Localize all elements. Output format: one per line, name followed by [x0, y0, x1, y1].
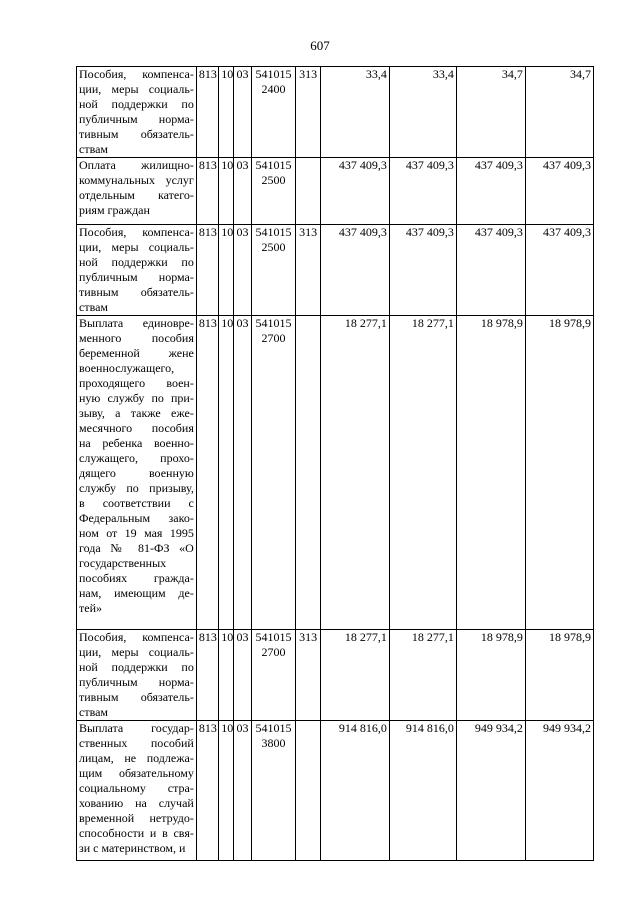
description-line: Выплата государ-	[79, 721, 194, 735]
description-line: менного пособия	[79, 331, 194, 345]
target-code-part: 2400	[261, 82, 286, 96]
description-line: ствам	[79, 142, 108, 156]
amount-3: 34,7	[456, 67, 525, 158]
target-code-part: 2500	[261, 173, 286, 187]
target-code-part: 541015	[255, 630, 292, 644]
description-line: Федеральным зако-	[79, 511, 194, 525]
description-line: социальному стра-	[79, 781, 194, 795]
table-row	[77, 316, 594, 630]
description-line: тей»	[79, 601, 102, 615]
amount-3: 437 409,3	[456, 158, 525, 225]
description-line: Пособия, компенса-	[79, 630, 194, 644]
target-code-part: 2700	[261, 645, 286, 659]
amount-4: 949 934,2	[525, 721, 593, 861]
amount-4: 18 978,9	[525, 630, 593, 721]
target-code-part: 541015	[255, 67, 292, 81]
description-line: Пособия, компенса-	[79, 225, 194, 239]
description-line: тивным обязатель-	[79, 285, 194, 299]
table-row	[77, 721, 594, 861]
description-line: зыву, а также еже-	[79, 406, 194, 420]
subsection-code: 03	[234, 316, 251, 630]
target-code-part: 541015	[255, 158, 292, 172]
description-line: публичным норма-	[79, 270, 194, 284]
amount-4: 437 409,3	[525, 225, 593, 316]
expense-type-code: 313	[296, 67, 320, 158]
amount-2: 18 277,1	[389, 630, 456, 721]
amount-2: 437 409,3	[389, 158, 456, 225]
subsection-code: 03	[234, 721, 251, 861]
expense-type-code: 313	[296, 225, 320, 316]
table-body	[77, 67, 594, 861]
amount-4: 18 978,9	[525, 316, 593, 630]
row-description	[77, 721, 197, 861]
ministry-code: 813	[196, 721, 218, 861]
description-line: ствам	[79, 300, 108, 314]
section-code: 10	[219, 158, 234, 225]
target-article-code	[251, 67, 296, 158]
description-line: государственных	[79, 556, 167, 570]
subsection-code: 03	[234, 630, 251, 721]
amount-1: 18 277,1	[320, 630, 389, 721]
table-row	[77, 630, 594, 721]
target-code-part: 2500	[261, 240, 286, 254]
description-line: ции, меры социаль-	[79, 645, 194, 659]
description-line: щим обязательному	[79, 766, 194, 780]
target-code-part: 541015	[255, 316, 292, 330]
description-line: временной нетрудо-	[79, 811, 194, 825]
amount-4: 437 409,3	[525, 158, 593, 225]
row-description	[77, 316, 197, 630]
target-article-code	[251, 158, 296, 225]
description-line: публичным норма-	[79, 675, 194, 689]
expense-type-code	[296, 721, 320, 861]
row-description	[77, 67, 197, 158]
description-line: ную службу по при-	[79, 391, 194, 405]
description-line: ствам	[79, 705, 108, 719]
description-line: месячного пособия	[79, 421, 194, 435]
row-description	[77, 158, 197, 225]
subsection-code: 03	[234, 67, 251, 158]
row-description	[77, 630, 197, 721]
description-line: риям граждан	[79, 203, 150, 217]
subsection-code: 03	[234, 225, 251, 316]
amount-3: 18 978,9	[456, 316, 525, 630]
description-line: тивным обязатель-	[79, 127, 194, 141]
amount-1: 33,4	[320, 67, 389, 158]
page-number: 607	[310, 38, 330, 53]
expense-type-code: 313	[296, 630, 320, 721]
amount-3: 949 934,2	[456, 721, 525, 861]
description-line: беременной жене	[79, 346, 194, 360]
description-line: Оплата жилищно-	[79, 158, 194, 172]
expense-type-code	[296, 158, 320, 225]
amount-2: 33,4	[389, 67, 456, 158]
target-code-part: 3800	[261, 736, 286, 750]
description-line: коммунальных услуг	[79, 173, 194, 187]
amount-1: 18 277,1	[320, 316, 389, 630]
amount-2: 18 277,1	[389, 316, 456, 630]
description-line: отдельным катего-	[79, 188, 194, 202]
ministry-code: 813	[196, 630, 218, 721]
target-article-code	[251, 316, 296, 630]
description-line: военнослужащего,	[79, 361, 175, 375]
description-line: способности и в свя-	[79, 826, 194, 840]
section-code: 10	[219, 225, 234, 316]
description-line: дящего военную	[79, 466, 194, 480]
description-line: служащего, прохо-	[79, 451, 194, 465]
table-row	[77, 158, 594, 225]
description-line: в соответствии с	[79, 496, 194, 510]
ministry-code: 813	[196, 225, 218, 316]
ministry-code: 813	[196, 67, 218, 158]
description-line: Пособия, компенса-	[79, 67, 194, 81]
description-line: публичным норма-	[79, 112, 194, 126]
section-code: 10	[219, 721, 234, 861]
target-code-part: 541015	[255, 721, 292, 735]
expense-type-code	[296, 316, 320, 630]
description-line: нам, имеющим де-	[79, 586, 194, 600]
description-line: ном от 19 мая 1995	[79, 526, 194, 540]
amount-4: 34,7	[525, 67, 593, 158]
amount-1: 437 409,3	[320, 225, 389, 316]
description-line: зи с материнством, и	[79, 841, 186, 855]
description-line: ной поддержки по	[79, 660, 194, 674]
table-row	[77, 67, 594, 158]
ministry-code: 813	[196, 316, 218, 630]
ministry-code: 813	[196, 158, 218, 225]
description-line: ции, меры социаль-	[79, 82, 194, 96]
description-line: ной поддержки по	[79, 255, 194, 269]
description-line: года № 81-ФЗ «О	[79, 541, 194, 555]
description-line: пособиях гражда-	[79, 571, 194, 585]
description-line: ственных пособий	[79, 736, 194, 750]
target-code-part: 2700	[261, 331, 286, 345]
section-code: 10	[219, 67, 234, 158]
target-article-code	[251, 721, 296, 861]
amount-2: 437 409,3	[389, 225, 456, 316]
description-line: Выплата единовре-	[79, 316, 194, 330]
subsection-code: 03	[234, 158, 251, 225]
section-code: 10	[219, 630, 234, 721]
target-code-part: 541015	[255, 225, 292, 239]
row-description	[77, 225, 197, 316]
amount-3: 18 978,9	[456, 630, 525, 721]
description-line: на ребенка военно-	[79, 436, 194, 450]
description-line: проходящего воен-	[79, 376, 194, 390]
description-line: хованию на случай	[79, 796, 194, 810]
target-article-code	[251, 225, 296, 316]
description-line: ции, меры социаль-	[79, 240, 194, 254]
amount-1: 914 816,0	[320, 721, 389, 861]
table-row	[77, 225, 594, 316]
amount-3: 437 409,3	[456, 225, 525, 316]
section-code: 10	[219, 316, 234, 630]
description-line: ной поддержки по	[79, 97, 194, 111]
description-line: тивным обязатель-	[79, 690, 194, 704]
target-article-code	[251, 630, 296, 721]
budget-table	[76, 66, 594, 861]
description-line: службу по призыву,	[79, 481, 194, 495]
amount-2: 914 816,0	[389, 721, 456, 861]
description-line: лицам, не подлежа-	[79, 751, 194, 765]
amount-1: 437 409,3	[320, 158, 389, 225]
